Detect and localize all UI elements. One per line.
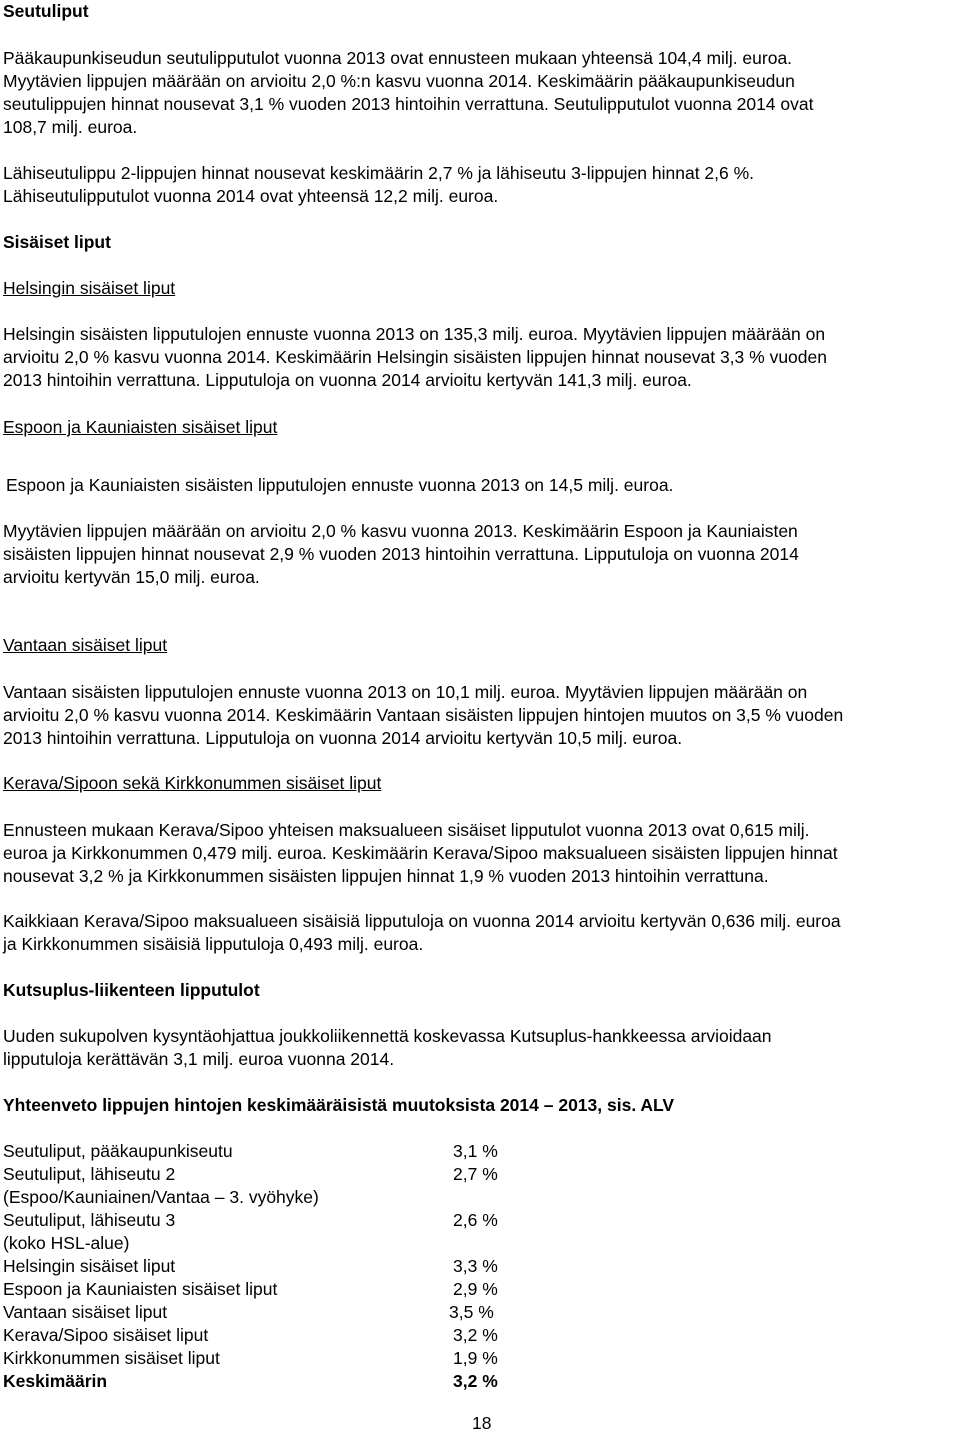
paragraph-line: Vantaan sisäisten lipputulojen ennuste vuonna 2013 on 10,1 milj. euroa. Myytävien lippujen määrään on [3, 682, 808, 702]
summary-value: 1,9 % [453, 1348, 498, 1368]
summary-label: Kirkkonummen sisäiset liput [3, 1348, 220, 1368]
paragraph-line: Lähiseutulipputulot vuonna 2014 ovat yhteensä 12,2 milj. euroa. [3, 186, 499, 206]
paragraph-line: sisäisten lippujen hinnat nousevat 2,9 % vuoden 2013 hintoihin verrattuna. Lipputuloja on vuonna 2014 [3, 544, 799, 564]
summary-label: Vantaan sisäiset liput [3, 1302, 168, 1322]
summary-value-total: 3,2 % [453, 1371, 498, 1391]
summary-label: Helsingin sisäiset liput [3, 1256, 176, 1276]
paragraph-line: ja Kirkkonummen sisäisiä lipputuloja 0,493 milj. euroa. [3, 934, 424, 954]
paragraph-line: 108,7 milj. euroa. [3, 117, 138, 137]
paragraph-line: euroa ja Kirkkonummen 0,479 milj. euroa. Keskimäärin Kerava/Sipoo maksualueen sisäisten lippujen hinnat [3, 843, 838, 863]
paragraph-line: 2013 hintoihin verrattuna. Lipputuloja on vuonna 2014 arvioitu kertyvän 10,5 milj. euroa. [3, 728, 683, 748]
subsection-heading: Espoon ja Kauniaisten sisäiset liput [3, 417, 278, 437]
paragraph-line: Espoon ja Kauniaisten sisäisten lipputulojen ennuste vuonna 2013 on 14,5 milj. euroa. [6, 475, 674, 495]
subsection-heading: Helsingin sisäiset liput [3, 278, 176, 298]
section-heading: Sisäiset liput [3, 232, 111, 252]
summary-label-total: Keskimäärin [3, 1371, 108, 1391]
paragraph-line: Helsingin sisäisten lipputulojen ennuste vuonna 2013 on 135,3 milj. euroa. Myytävien lippujen määrään on [3, 324, 826, 344]
summary-value: 2,6 % [453, 1210, 498, 1230]
summary-label: Seutuliput, lähiseutu 2 [3, 1164, 176, 1184]
paragraph-line: arvioitu 2,0 % kasvu vuonna 2014. Keskimäärin Helsingin sisäisten lippujen hinnat nousevat 3,3 % vuoden [3, 347, 827, 367]
paragraph-line: arvioitu kertyvän 15,0 milj. euroa. [3, 567, 260, 587]
summary-value: 3,5 % [449, 1302, 494, 1322]
summary-label: (Espoo/Kauniainen/Vantaa – 3. vyöhyke) [3, 1187, 319, 1207]
paragraph-line: arvioitu 2,0 % kasvu vuonna 2014. Keskimäärin Vantaan sisäisten lippujen hintojen muutos on 3,5 % vuoden [3, 705, 844, 725]
paragraph-line: Myytävien lippujen määrään on arvioitu 2,0 % kasvu vuonna 2013. Keskimäärin Espoon ja Kauniaisten [3, 521, 798, 541]
summary-label: (koko HSL-alue) [3, 1233, 130, 1253]
section-title: Seutuliput [3, 1, 89, 21]
paragraph-line: Kaikkiaan Kerava/Sipoo maksualueen sisäisiä lipputuloja on vuonna 2014 arvioitu kertyvän 0,636 milj. euroa [3, 911, 841, 931]
summary-value: 2,9 % [453, 1279, 498, 1299]
summary-label: Seutuliput, lähiseutu 3 [3, 1210, 176, 1230]
section-heading: Kutsuplus-liikenteen lipputulot [3, 980, 260, 1000]
paragraph-line: seutulippujen hinnat nousevat 3,1 % vuoden 2013 hintoihin verrattuna. Seutulipputulot vuonna 2014 ovat [3, 94, 814, 114]
subsection-heading: Kerava/Sipoon sekä Kirkkonummen sisäiset liput [3, 773, 382, 793]
paragraph-line: Uuden sukupolven kysyntäohjattua joukkoliikennettä koskevassa Kutsuplus-hankkeessa arvioidaan [3, 1026, 772, 1046]
paragraph-line: Lähiseutulippu 2-lippujen hinnat nousevat keskimäärin 2,7 % ja lähiseutu 3-lippujen hinnat 2,6 %. [3, 163, 755, 183]
paragraph-line: nousevat 3,2 % ja Kirkkonummen sisäisten lippujen hinnat 1,9 % vuoden 2013 hintoihin verrattuna. [3, 866, 769, 886]
section-heading: Yhteenveto lippujen hintojen keskimääräisistä muutoksista 2014 – 2013, sis. ALV [3, 1095, 675, 1115]
page-number: 18 [472, 1413, 492, 1433]
summary-label: Espoon ja Kauniaisten sisäiset liput [3, 1279, 278, 1299]
summary-value: 2,7 % [453, 1164, 498, 1184]
summary-label: Seutuliput, pääkaupunkiseutu [3, 1141, 233, 1161]
paragraph-line: 2013 hintoihin verrattuna. Lipputuloja on vuonna 2014 arvioitu kertyvän 141,3 milj. euroa. [3, 370, 692, 390]
summary-label: Kerava/Sipoo sisäiset liput [3, 1325, 209, 1345]
paragraph-line: Ennusteen mukaan Kerava/Sipoo yhteisen maksualueen sisäiset lipputulot vuonna 2013 ovat 0,615 milj. [3, 820, 810, 840]
summary-value: 3,1 % [453, 1141, 498, 1161]
summary-value: 3,2 % [453, 1325, 498, 1345]
subsection-heading: Vantaan sisäiset liput [3, 635, 168, 655]
paragraph-line: lipputuloja kerättävän 3,1 milj. euroa vuonna 2014. [3, 1049, 395, 1069]
paragraph-line: Pääkaupunkiseudun seutulipputulot vuonna 2013 ovat ennusteen mukaan yhteensä 104,4 milj. euroa. [3, 48, 793, 68]
summary-value: 3,3 % [453, 1256, 498, 1276]
paragraph-line: Myytävien lippujen määrään on arvioitu 2,0 %:n kasvu vuonna 2014. Keskimäärin pääkaupunkiseudun [3, 71, 795, 91]
